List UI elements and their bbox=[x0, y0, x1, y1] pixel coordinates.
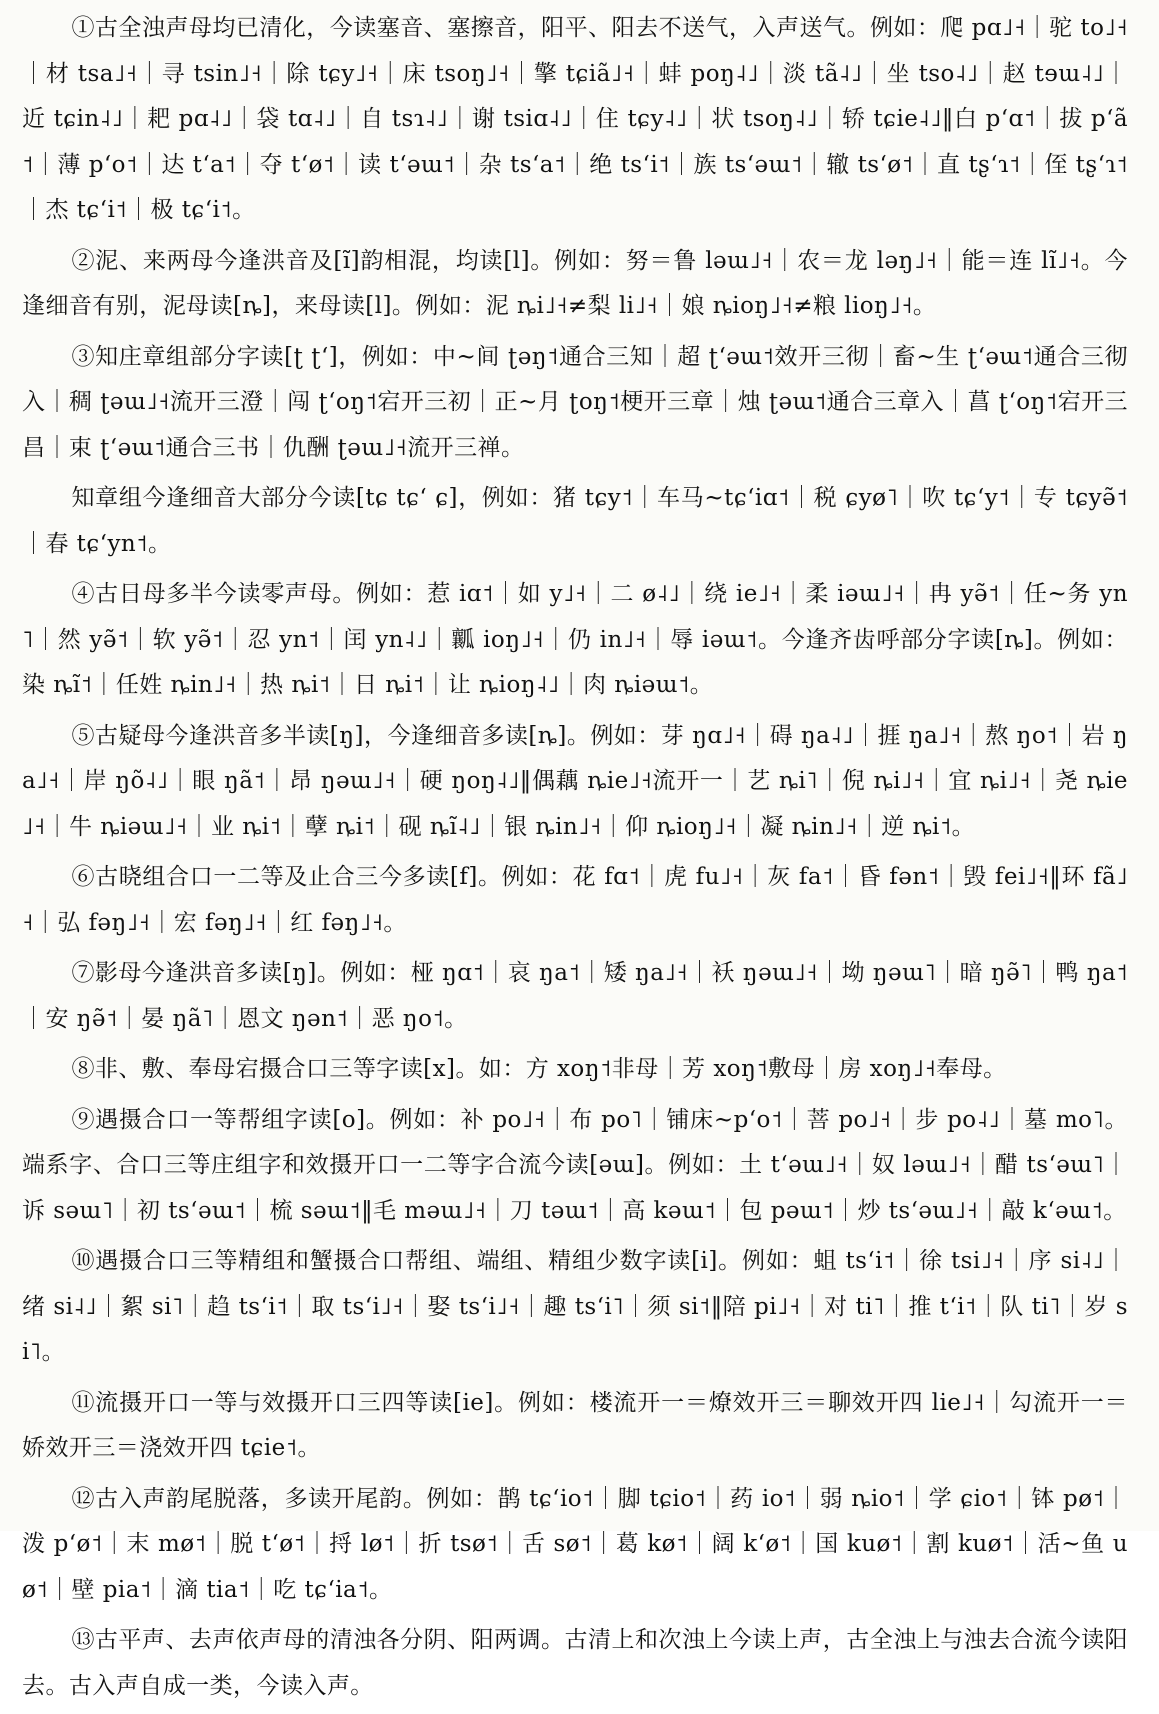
paragraph-11: ⑪流摄开口一等与效摄开口三四等读[ie]。例如：楼流开一＝燎效开三＝聊效开四 lie˩˧｜勾流开一＝娇效开三＝浇效开四 tɕie˦。 bbox=[22, 1389, 1128, 1461]
paragraph-3-continued: 知章组今逢细音大部分今读[tɕ tɕʻ ɕ]，例如：猪 tɕy˦｜车马~tɕʻiɑ˦｜税 ɕyø˥｜吹 tɕʻy˦｜专 tɕyə̃˦｜春 tɕʻyn˦。 bbox=[22, 485, 1128, 557]
paragraph-10: ⑩遇摄合口三等精组和蟹摄合口帮组、端组、精组少数字读[i]。例如：蛆 tsʻi˦｜徐 tsi˩˧｜序 si˨˩｜绪 si˨˩｜絮 si˥｜趋 tsʻi˦｜取 tsʻi˩˧｜娶 tsʻi˩˧｜趣 tsʻi˥｜须 si˦‖陪 pi˩˧｜对 ti˥｜推 tʻi˦｜队 ti˥｜岁 si˥。 bbox=[22, 1248, 1128, 1365]
paragraph-12: ⑫古入声韵尾脱落，多读开尾韵。例如：鹊 tɕʻio˦｜脚 tɕio˦｜药 io˦｜弱 ȵio˦｜学 ɕio˦｜钵 pø˦｜泼 pʻø˦｜末 mø˦｜脱 tʻø˦｜捋 lø˦｜折 tsø˦｜舌 sø˦｜葛 kø˦｜阔 kʻø˦｜国 kuø˦｜割 kuø˦｜活~鱼 uø˦｜壁 pia˦｜滴 tia˦｜吃 tɕʻia˦。 bbox=[22, 1485, 1128, 1603]
paragraph-8: ⑧非、敷、奉母宕摄合口三等字读[x]。如：方 xoŋ˦非母｜芳 xoŋ˦敷母｜房 xoŋ˩˧奉母。 bbox=[71, 1056, 1007, 1082]
paragraph-6: ⑥古晓组合口一二等及止合三今多读[f]。例如：花 fɑ˦｜虎 fu˩˧｜灰 fa˦｜昏 fən˦｜毁 fei˩˧‖环 fã˩˧｜弘 fəŋ˩˧｜宏 fəŋ˩˧｜红 fəŋ˩˧。 bbox=[22, 864, 1128, 936]
paragraph-13: ⑬古平声、去声依声母的清浊各分阴、阳两调。古清上和次浊上今读上声，古全浊上与浊去合流今读阳去。古入声自成一类，今读入声。 bbox=[22, 1627, 1128, 1699]
paragraph-1: ①古全浊声母均已清化，今读塞音、塞擦音，阳平、阳去不送气，入声送气。例如：爬 pɑ˩˧｜驼 to˩˧｜材 tsa˩˧｜寻 tsin˩˧｜除 tɕy˩˧｜床 tsoŋ˩˧｜擎 tɕiã˩˧｜蚌 poŋ˨˩｜淡 tã˨˩｜坐 tso˨˩｜赵 tɘɯ˨˩｜近 tɕin˨˩｜耙 pɑ˨˩｜袋 tɑ˨˩｜自 tsɿ˨˩｜谢 tsiɑ˨˩｜住 tɕy˨˩｜状 tsoŋ˨˩｜轿 tɕie˨˩‖白 pʻɑ˦｜拔 pʻã˦｜薄 pʻo˦｜达 tʻa˦｜夺 tʻø˦｜读 tʻəɯ˦｜杂 tsʻa˦｜绝 tsʻi˦｜族 tsʻəɯ˦｜辙 tsʻø˦｜直 tʂʻɿ˦｜侄 tʂʻɿ˦｜杰 tɕʻi˦｜极 tɕʻi˦。 bbox=[22, 15, 1128, 223]
paragraph-5: ⑤古疑母今逢洪音多半读[ŋ]，今逢细音多读[ȵ]。例如：芽 ŋɑ˩˧｜碍 ŋa˨˩｜捱 ŋa˩˧｜熬 ŋo˦｜岩 ŋa˩˧｜岸 ŋõ˨˩｜眼 ŋã˦｜昂 ŋəɯ˩˧｜硬 ŋoŋ˨˩‖偶藕 ȵie˩˧流开一｜艺 ȵi˥｜倪 ȵi˩˧｜宜 ȵi˩˧｜尧 ȵie˩˧｜牛 ȵiəɯ˩˧｜业 ȵi˦｜孽 ȵi˦｜砚 ȵĩ˨˩｜银 ȵin˩˧｜仰 ȵioŋ˩˧｜凝 ȵin˩˧｜逆 ȵi˦。 bbox=[22, 722, 1128, 840]
paragraph-3: ③知庄章组部分字读[ʈ ʈʻ]，例如：中~间 ʈəŋ˦通合三知｜超 ʈʻəɯ˦效开三彻｜畜~生 ʈʻəɯ˦通合三彻入｜稠 ʈəɯ˩˧流开三澄｜闯 ʈʻoŋ˦宕开三初｜正~月 ʈoŋ˦梗开三章｜烛 ʈəɯ˦通合三章入｜菖 ʈʻoŋ˦宕开三昌｜束 ʈʻəɯ˦通合三书｜仇酬 ʈəɯ˩˧流开三禅。 bbox=[22, 343, 1128, 461]
paragraph-2: ②泥、来两母今逢洪音及[ĩ]韵相混，均读[l]。例如：努＝鲁 ləɯ˩˧｜农＝龙 ləŋ˩˧｜能＝连 lĩ˩˧。今逢细音有别，泥母读[ȵ]，来母读[l]。例如：泥 ȵi˩˧≠梨 li˩˧｜娘 ȵioŋ˩˧≠粮 lioŋ˩˧。 bbox=[22, 247, 1128, 319]
paragraph-7: ⑦影母今逢洪音多读[ŋ]。例如：桠 ŋɑ˦｜哀 ŋa˦｜矮 ŋa˩˧｜袄 ŋəɯ˩˧｜坳 ŋəɯ˥｜暗 ŋə̃˥｜鸭 ŋa˦｜安 ŋə̃˦｜晏 ŋã˥｜恩文 ŋən˦｜恶 ŋo˦。 bbox=[22, 960, 1128, 1032]
paragraph-4: ④古日母多半今读零声母。例如：惹 iɑ˦｜如 y˩˧｜二 ø˨˩｜绕 ie˩˧｜柔 iəɯ˩˧｜冉 yə̃˦｜任~务 yn˥｜然 yə̃˦｜软 yə̃˦｜忍 yn˦｜闰 yn˨˩｜瓤 ioŋ˩˧｜仍 in˩˧｜辱 iəɯ˦。今逢齐齿呼部分字读[ȵ]。例如：染 ȵĩ˦｜任姓 ȵin˩˧｜热 ȵi˦｜日 ȵi˦｜让 ȵioŋ˨˩｜肉 ȵiəɯ˦。 bbox=[22, 581, 1128, 698]
document-body bbox=[22, 6, 1128, 1714]
paragraph-9: ⑨遇摄合口一等帮组字读[o]。例如：补 po˩˧｜布 po˥｜铺床~pʻo˦｜菩 po˩˧｜步 po˨˩｜墓 mo˥。端系字、合口三等庄组字和效摄开口一二等字合流今读[əɯ]。例如：土 tʻəɯ˩˧｜奴 ləɯ˩˧｜醋 tsʻəɯ˥｜诉 səɯ˥｜初 tsʻəɯ˦｜梳 səɯ˦‖毛 məɯ˩˧｜刀 təɯ˦｜高 kəɯ˦｜包 pəɯ˦｜炒 tsʻəɯ˩˧｜敲 kʻəɯ˦。 bbox=[22, 1106, 1128, 1224]
